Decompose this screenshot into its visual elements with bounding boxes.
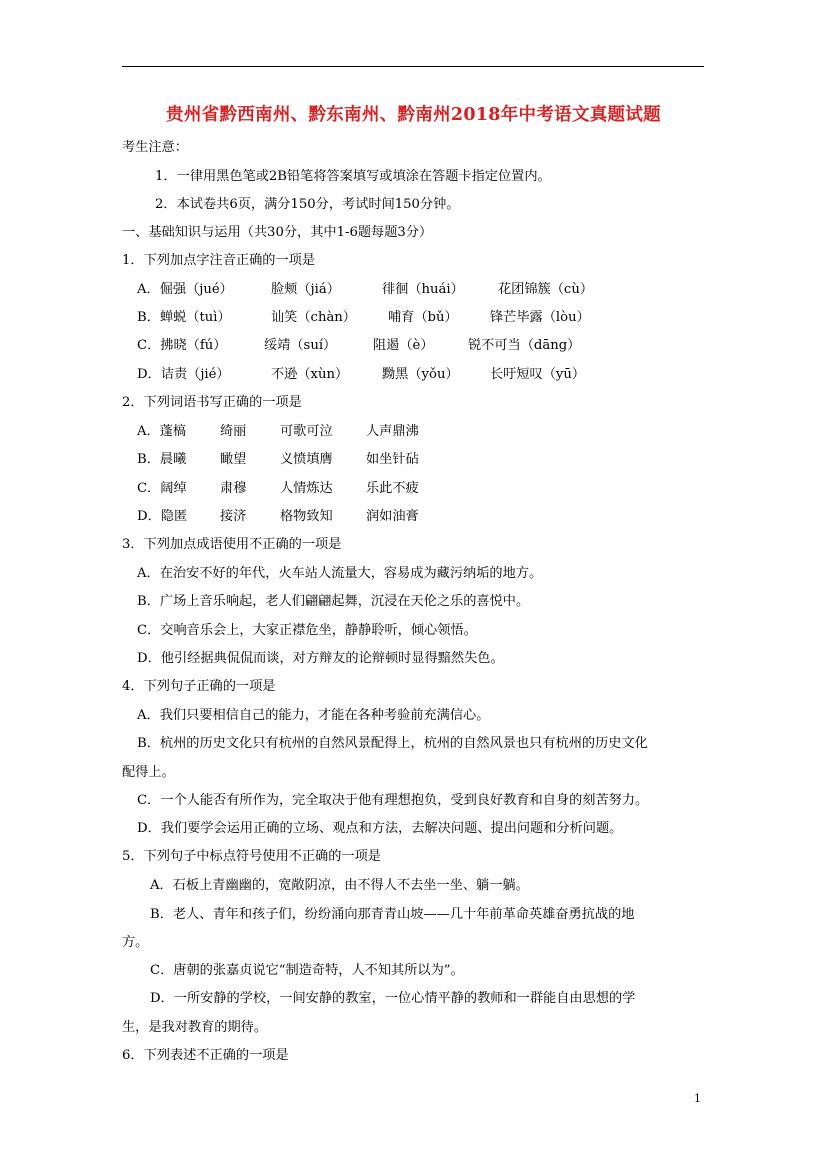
page-title: 贵州省黔西南州、黔东南州、黔南州2018年中考语文真题试题 [166, 105, 661, 125]
question-stem: 3．下列加点成语使用不正确的一项是 [122, 537, 342, 552]
option-line: A．石板上青幽幽的，宽敞阴凉，由不得人不去坐一坐、躺一躺。 [150, 878, 529, 893]
option-cell: 乐此不疲 [366, 481, 419, 496]
question-stem: 1．下列加点字注音正确的一项是 [122, 253, 316, 268]
option-line: A．在治安不好的年代，火车站人流量大，容易成为藏污纳垢的地方。 [137, 566, 543, 581]
option-line: C．一个人能否有所作为，完全取决于他有理想抱负，受到良好教育和自身的刻苦努力。 [137, 793, 649, 808]
section-heading: 一、基础知识与运用（共30分，其中1-6题每题3分） [122, 225, 433, 240]
option-line: C．交响音乐会上，大家正襟危坐，静静聆听，倾心领悟。 [137, 623, 477, 638]
option-cell: 绮丽 [220, 424, 247, 439]
option-line: B．杭州的历史文化只有杭州的自然风景配得上，杭州的自然风景也只有杭州的历史文化 [137, 736, 648, 751]
option-cell: 接济 [220, 509, 247, 524]
option-cell: 义愤填膺 [280, 452, 333, 467]
option-cell: 哺育（bǔ） [388, 310, 458, 325]
notice-item: 1．一律用黑色笔或2B铅笔将答案填写或填涂在答题卡指定位置内。 [155, 169, 551, 184]
question-stem: 4．下列句子正确的一项是 [122, 679, 276, 694]
option-cell: 润如油膏 [366, 509, 419, 524]
option-cell: 锐不可当（dāng） [468, 338, 581, 353]
option-line: D．他引经据典侃侃而谈，对方辩友的论辩顿时显得黯然失色。 [137, 651, 504, 666]
notice-item: 2．本试卷共6页，满分150分，考试时间150分钟。 [155, 197, 460, 212]
option-line: A．我们只要相信自己的能力，才能在各种考验前充满信心。 [137, 708, 490, 723]
option-cell: 格物致知 [280, 509, 333, 524]
question-stem: 5．下列句子中标点符号使用不正确的一项是 [122, 849, 381, 864]
question-stem: 2．下列词语书写正确的一项是 [122, 395, 302, 410]
option-cell: D．隐匿 [137, 509, 188, 524]
option-cell: C．阔绰 [137, 481, 187, 496]
option-line-continued: 配得上。 [122, 765, 175, 780]
option-cell: 不逊（xùn） [271, 367, 349, 382]
option-line: D．一所安静的学校，一间安静的教室，一位心情平静的教师和一群能自由思想的学 [150, 991, 636, 1006]
header-rule [122, 66, 704, 67]
option-cell: 绥靖（suí） [264, 338, 337, 353]
option-cell: 长吁短叹（yū） [490, 367, 586, 382]
option-cell: 人情炼达 [280, 481, 333, 496]
option-cell: C．拂晓（fú） [137, 338, 227, 353]
question-stem: 6．下列表述不正确的一项是 [122, 1048, 289, 1063]
option-cell: 讪笑（chàn） [271, 310, 356, 325]
option-cell: D．诘责（jié） [137, 367, 230, 382]
option-cell: A．倔强（jué） [137, 282, 233, 297]
option-cell: 肃穆 [220, 481, 247, 496]
option-cell: B．蝉蜕（tuì） [137, 310, 231, 325]
option-line-continued: 方。 [122, 935, 149, 950]
option-cell: 如坐针砧 [366, 452, 419, 467]
option-cell: 可歌可泣 [280, 424, 333, 439]
option-cell: 人声鼎沸 [366, 424, 419, 439]
option-cell: A．蓬槁 [137, 424, 187, 439]
option-line-continued: 生，是我对教育的期待。 [122, 1020, 268, 1035]
option-cell: 花团锦簇（cù） [498, 282, 594, 297]
option-cell: B．晨曦 [137, 452, 187, 467]
page-number: 1 [694, 1092, 701, 1105]
option-cell: 锋芒毕露（lòu） [490, 310, 590, 325]
option-cell: 瞰望 [220, 452, 247, 467]
option-line: C．唐朝的张嘉贞说它“制造奇特，人不知其所以为”。 [150, 963, 464, 978]
option-cell: 脸颊（jiá） [271, 282, 340, 297]
option-line: D．我们要学会运用正确的立场、观点和方法，去解决问题、提出问题和分析问题。 [137, 821, 623, 836]
option-line: B．老人、青年和孩子们，纷纷涌向那青青山坡——几十年前革命英雄奋勇抗战的地 [150, 907, 635, 922]
option-line: B．广场上音乐响起，老人们翩翩起舞，沉浸在天伦之乐的喜悦中。 [137, 594, 530, 609]
option-cell: 徘徊（huái） [382, 282, 464, 297]
option-cell: 黝黑（yǒu） [382, 367, 459, 382]
option-cell: 阻遏（è） [373, 338, 434, 353]
notice-heading: 考生注意： [122, 140, 188, 155]
